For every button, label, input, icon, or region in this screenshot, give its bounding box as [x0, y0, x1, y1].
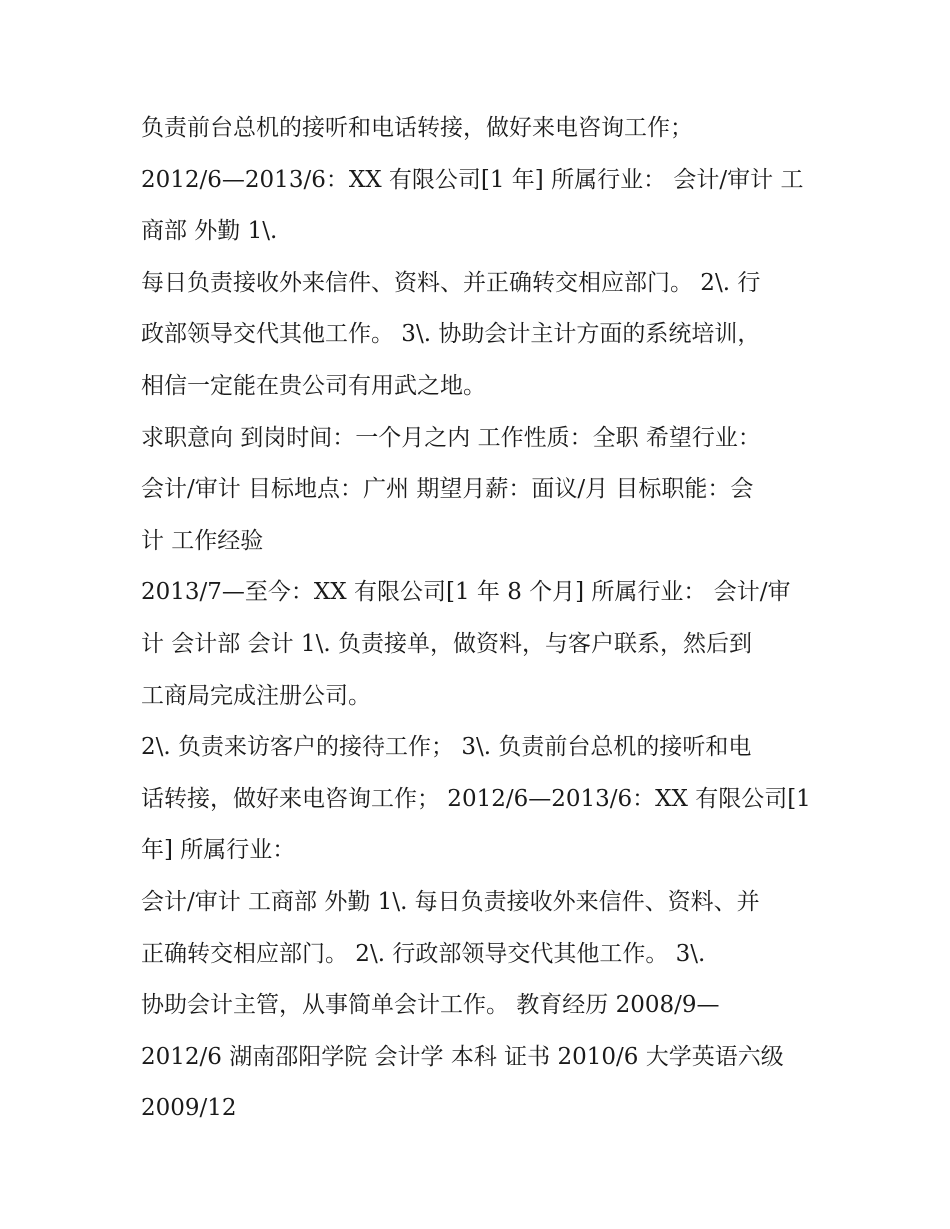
paragraph-3 [141, 258, 811, 413]
text-line: 年] 所属行业： [141, 837, 296, 864]
text-line: 会计/审计 工商部 外勤 1\. 每日负责接收外来信件、资料、并 [141, 888, 760, 915]
text-line: 负责前台总机的接听和电话转接，做好来电咨询工作； [141, 115, 693, 141]
text-line: 求职意向 到岗时间：一个月之内 工作性质：全职 希望行业： [141, 424, 761, 451]
text-line: 政部领导交代其他工作。 3\. 协助会计主计方面的系统培训， [141, 321, 761, 348]
paragraph-2 [141, 155, 811, 258]
text-line: 2012/6 湖南邵阳学院 会计学 本科 证书 2010/6 大学英语六级 [141, 1043, 784, 1070]
text-line: 协助会计主管，从事简单会计工作。 教育经历 2008/9— [141, 992, 720, 1019]
text-line: 2009/12 [141, 1095, 237, 1122]
paragraph-5 [141, 567, 811, 722]
text-line: 相信一定能在贵公司有用武之地。 [141, 372, 486, 399]
text-line: 话转接，做好来电咨询工作； 2012/6—2013/6：XX 有限公司[1 [141, 785, 811, 812]
text-line: 计 工作经验 [141, 527, 264, 554]
paragraph-4 [141, 413, 811, 568]
text-line: 每日负责接收外来信件、资料、并正确转交相应部门。 2\. 行 [141, 269, 761, 296]
text-line: 2\. 负责来访客户的接待工作； 3\. 负责前台总机的接听和电 [141, 734, 752, 761]
paragraph-1 [141, 103, 811, 155]
text-line: 2013/7—至今：XX 有限公司[1 年 8 个月] 所属行业： 会计/审 [141, 579, 791, 606]
text-line: 正确转交相应部门。 2\. 行政部领导交代其他工作。 3\. [141, 940, 706, 967]
text-line: 计 会计部 会计 1\. 负责接单，做资料，与客户联系，然后到 [141, 630, 752, 657]
text-line: 2012/6—2013/6：XX 有限公司[1 年] 所属行业： 会计/审计 工 [141, 166, 804, 193]
paragraph-7 [141, 877, 811, 1135]
text-line: 商部 外勤 1\. [141, 218, 278, 245]
text-line: 会计/审计 目标地点：广州 期望月薪：面议/月 目标职能：会 [141, 476, 754, 503]
document-body [141, 103, 811, 1135]
paragraph-6 [141, 722, 811, 877]
text-line: 工商局完成注册公司。 [141, 682, 371, 709]
